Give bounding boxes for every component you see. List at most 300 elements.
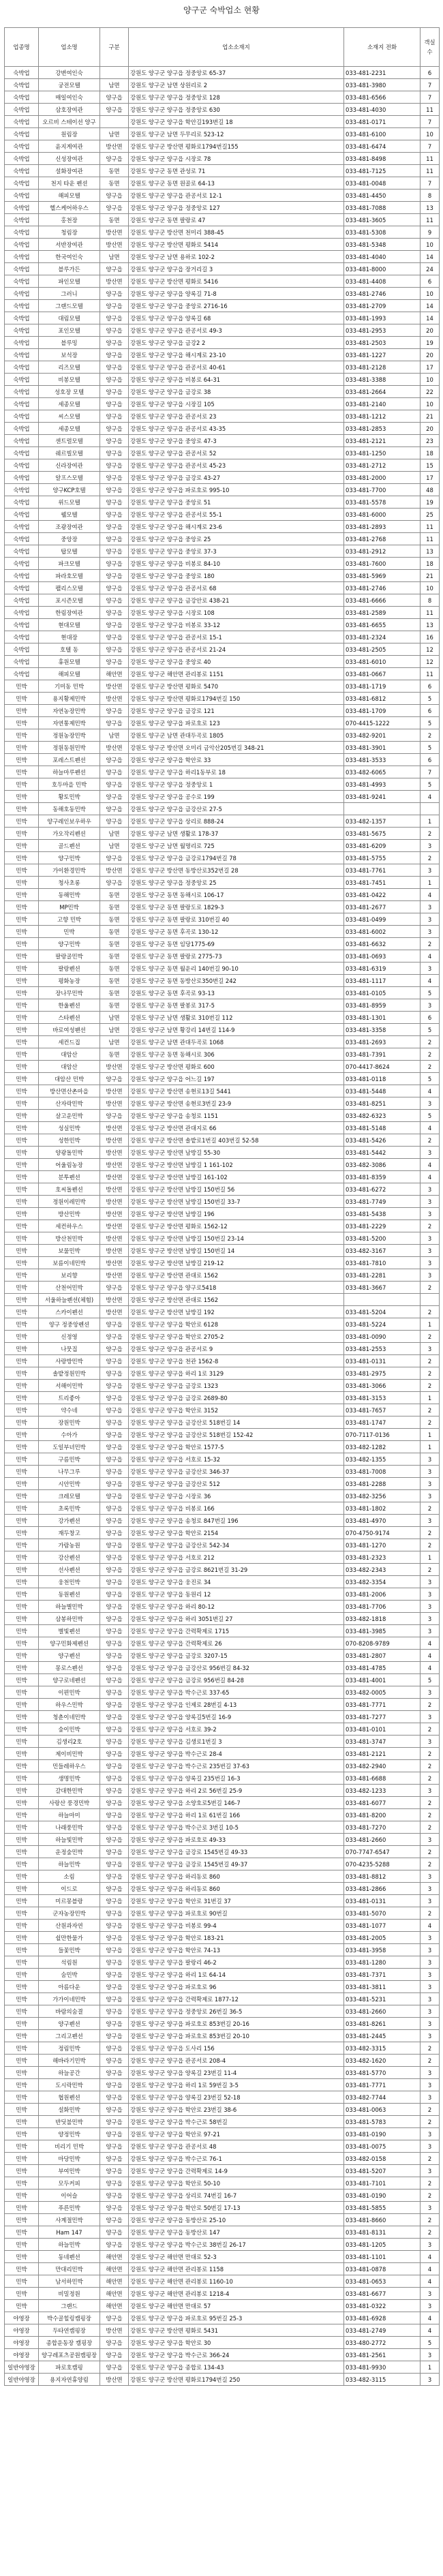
table-row [5,2263,440,2275]
cell-type: 숙박업 [5,545,39,558]
cell-area: 양구읍 [100,447,129,459]
cell-type: 민박 [5,1294,39,1306]
cell-phone: 033-481-2712 [344,459,421,472]
cell-area: 양구읍 [100,2214,129,2226]
cell-rooms: 4 [421,1122,440,1134]
cell-phone: 033-481-2660 [344,2005,421,2018]
cell-rooms: 3 [421,2165,440,2177]
cell-name: 보물민박 [39,1245,100,1257]
cell-rooms: 2 [421,1134,440,1147]
table-row [5,1380,440,1392]
cell-phone: 033-481-6002 [344,926,421,938]
cell-address: 강원도 양구군 동면 임당1775-69 [129,938,344,950]
cell-area: 양구읍 [100,153,129,165]
cell-phone: 033-482-3115 [344,2374,421,2386]
table-row [5,668,440,680]
cell-phone: 033-482-3354 [344,1576,421,1588]
table-row [5,1502,440,1515]
cell-rooms: 8 [421,190,440,202]
cell-area: 양구읍 [100,815,129,828]
cell-rooms: 3 [421,901,440,913]
cell-area: 양구읍 [100,1490,129,1502]
table-row [5,754,440,766]
cell-area: 양구읍 [100,349,129,361]
cell-rooms: 3 [421,1944,440,1956]
cell-address: 강원도 양구군 양구읍 박수근로 235번길 37-63 [129,1760,344,1772]
cell-address: 강원도 양구군 양구읍 하리 80-12 [129,1601,344,1613]
cell-name: 호씨돌펜션 [39,1183,100,1196]
cell-rooms: 12 [421,656,440,668]
cell-area: 방산면 [100,1257,129,1269]
cell-type: 민박 [5,803,39,815]
cell-rooms: 18 [421,558,440,570]
cell-rooms: 3 [421,2005,440,2018]
cell-rooms: 1 [421,1429,440,1441]
cell-type: 민박 [5,778,39,791]
cell-name: 두타연캠핑장 [39,2324,100,2337]
cell-type: 민박 [5,1907,39,1920]
cell-rooms: 4 [421,1171,440,1183]
table-row [5,1944,440,1956]
table-row [5,2091,440,2104]
table-row [5,2349,440,2361]
cell-area: 양구읍 [100,1846,129,1858]
table-row [5,79,440,91]
cell-rooms: 3 [421,1736,440,1748]
cell-type: 민박 [5,1245,39,1257]
cell-rooms: 18 [421,447,440,459]
cell-area: 동면 [100,177,129,190]
cell-area: 양구읍 [100,1466,129,1478]
cell-phone: 033-481-3388 [344,374,421,386]
cell-rooms: 7 [421,116,440,128]
cell-rooms: 8 [421,594,440,607]
cell-address: 강원도 양구군 양구읍 관공서로 45-23 [129,459,344,472]
cell-name: 약수네 [39,1404,100,1416]
table-row [5,975,440,987]
cell-area: 동면 [100,987,129,999]
cell-address: 강원도 양구군 양구읍 파로호로 95번길 25-3 [129,2312,344,2324]
cell-area: 동면 [100,1048,129,1061]
cell-rooms: 3 [421,1883,440,1895]
table-row [5,116,440,128]
cell-rooms: 13 [421,202,440,214]
cell-rooms: 4 [421,1920,440,1932]
cell-address: 강원도 양구군 양구읍 금강산로 512 [129,1478,344,1490]
cell-type: 민박 [5,1134,39,1147]
cell-phone: 033-481-0048 [344,177,421,190]
cell-name: 미르몽블랑 [39,1895,100,1907]
cell-name: 궁전모텔 [39,79,100,91]
table-row [5,1453,440,1466]
cell-address: 강원도 양구군 양구읍 동방산로 25-10 [129,2214,344,2226]
cell-rooms: 19 [421,496,440,509]
cell-address: 강원도 양구군 양구읍 양록길 68 [129,312,344,324]
table-row [5,275,440,288]
cell-type: 민박 [5,1772,39,1785]
cell-rooms: 14 [421,312,440,324]
cell-rooms: 19 [421,337,440,349]
cell-name: 협원펜션 [39,2091,100,2104]
cell-area: 방산면 [100,1245,129,1257]
cell-type: 민박 [5,1097,39,1110]
cell-phone: 033-481-1101 [344,2251,421,2263]
cell-name: 포레스트펜션 [39,754,100,766]
cell-rooms: 2 [421,828,440,840]
cell-address: 강원도 양구군 방산면 남방길 192 [129,1306,344,1318]
cell-area: 양구읍 [100,1515,129,1527]
cell-address: 강원도 양구군 동면 팔봉로 317-5 [129,999,344,1012]
cell-phone: 033-481-7088 [344,202,421,214]
cell-area: 남면 [100,128,129,140]
table-row [5,680,440,693]
cell-address: 강원도 양구군 양구읍 천관 1562-8 [129,1355,344,1367]
cell-rooms: 3 [421,1895,440,1907]
cell-area: 양구읍 [100,2128,129,2140]
cell-name: 보리향 [39,1269,100,1282]
cell-address: 강원도 양구군 양구읍 금강로 1545번길 49-37 [129,1858,344,1870]
cell-phone: 033-481-6566 [344,91,421,104]
cell-type: 민박 [5,791,39,803]
cell-type: 민박 [5,1662,39,1674]
cell-rooms: 9 [421,226,440,239]
cell-type: 민박 [5,1048,39,1061]
cell-phone: 033-482-3315 [344,2042,421,2055]
cell-name: 청춘이네민박 [39,1711,100,1723]
cell-rooms: 11 [421,214,440,226]
cell-address: 강원도 양구군 양구읍 관공서로 15-1 [129,631,344,643]
cell-rooms: 11 [421,521,440,533]
cell-type: 민박 [5,1613,39,1625]
cell-area: 양구읍 [100,435,129,447]
cell-area: 양구읍 [100,2005,129,2018]
cell-rooms: 2 [421,1760,440,1772]
cell-area: 방산면 [100,1097,129,1110]
cell-phone: 033-481-1802 [344,1502,421,1515]
cell-name: 가가이네민박 [39,1993,100,2005]
table-row [5,840,440,852]
cell-phone: 033-481-9241 [344,791,421,803]
cell-address: 강원도 양구군 양구읍 중앙로 25 [129,533,344,545]
cell-type: 숙박업 [5,631,39,643]
cell-area: 양구읍 [100,1686,129,1699]
cell-area [100,116,129,128]
cell-rooms: 2 [421,2104,440,2116]
table-row [5,226,440,239]
cell-type: 민박 [5,1355,39,1367]
cell-phone: 033-481-4001 [344,1674,421,1686]
table-row [5,2104,440,2116]
cell-area: 양구읍 [100,1367,129,1380]
cell-type: 민박 [5,1785,39,1797]
cell-phone: 033-481-6632 [344,938,421,950]
cell-address: 강원도 양구군 방산면 남방길 150번길 33-7 [129,1196,344,1208]
cell-address: 강원도 양구군 양구읍 정중앙로 1 [129,778,344,791]
cell-address: 강원도 양구군 남면 관대두곡로 1805 [129,729,344,742]
cell-type: 민박 [5,828,39,840]
cell-phone: 033-481-5855 [344,2202,421,2214]
cell-area: 양구읍 [100,877,129,889]
cell-address: 강원도 양구군 방산면 동방산로352번길 28 [129,864,344,877]
cell-name: 삼호장여관 [39,104,100,116]
cell-phone: 033-481-5755 [344,852,421,864]
cell-area: 양구읍 [100,386,129,398]
cell-area: 방산면 [100,1159,129,1171]
cell-name: 방산천민박 [39,1232,100,1245]
cell-name: 탑모텔 [39,545,100,558]
cell-rooms: 4 [421,2312,440,2324]
cell-area: 동면 [100,950,129,963]
cell-type: 숙박업 [5,459,39,472]
cell-phone: 033-481-6812 [344,693,421,705]
cell-address: 강원도 양구군 양구읍 서호로 39-2 [129,1723,344,1736]
cell-name: 동해민박 [39,889,100,901]
cell-name: 한림장여관 [39,607,100,619]
cell-name: MP민박 [39,901,100,913]
cell-rooms: 3 [421,1601,440,1613]
cell-type: 민박 [5,1711,39,1723]
cell-address: 강원도 양구군 양구읍 하리 2로 56번길 25-9 [129,1785,344,1797]
cell-rooms: 2 [421,1331,440,1343]
cell-area: 양구읍 [100,1858,129,1870]
cell-name: 동네펜션 [39,2251,100,2263]
cell-address: 강원도 양구군 양구읍 관공서로 21-24 [129,643,344,656]
cell-area: 양구읍 [100,1981,129,1993]
cell-phone [344,1294,421,1306]
cell-area: 양구읍 [100,1613,129,1625]
cell-type: 민박 [5,1208,39,1220]
cell-area: 양구읍 [100,1870,129,1883]
cell-type: 민박 [5,766,39,778]
cell-area: 양구읍 [100,1637,129,1650]
cell-area: 방산면 [100,2374,129,2386]
table-row [5,202,440,214]
cell-rooms: 7 [421,766,440,778]
table-row [5,472,440,484]
cell-rooms: 3 [421,926,440,938]
cell-name: 모두커피 [39,2177,100,2189]
cell-address: 강원도 양구군 양구읍 금강로 1323 [129,1380,344,1392]
cell-phone: 033-481-1993 [344,312,421,324]
cell-type: 민박 [5,1331,39,1343]
cell-type: 숙박업 [5,337,39,349]
table-row [5,2042,440,2055]
cell-rooms: 2 [421,1036,440,1048]
table-row [5,128,440,140]
cell-area: 양구읍 [100,1404,129,1416]
cell-area: 양구읍 [100,766,129,778]
cell-type: 숙박업 [5,558,39,570]
cell-address: 강원도 양구군 방산면 관대로 1562 [129,1294,344,1306]
table-row [5,852,440,864]
cell-type: 민박 [5,705,39,717]
cell-rooms: 20 [421,423,440,435]
cell-area: 양구읍 [100,496,129,509]
cell-type: 민박 [5,1821,39,1834]
cell-area: 양구읍 [100,1993,129,2005]
cell-type: 숙박업 [5,288,39,300]
cell-name: 방산면산촌마을 [39,1085,100,1097]
cell-phone: 033-481-0653 [344,2275,421,2288]
cell-area: 양구읍 [100,1331,129,1343]
cell-phone: 033-481-2893 [344,521,421,533]
cell-address: 강원도 양구군 양구읍 간력확제로 14-9 [129,2165,344,2177]
cell-phone: 033-481-6928 [344,2312,421,2324]
cell-name: 성한민박 [39,1134,100,1147]
cell-rooms: 14 [421,300,440,312]
cell-rooms: 6 [421,67,440,79]
cell-rooms: 5 [421,778,440,791]
table-row [5,165,440,177]
cell-area: 양구읍 [100,2116,129,2128]
cell-phone [344,803,421,815]
cell-area: 양구읍 [100,459,129,472]
cell-type: 민박 [5,926,39,938]
cell-area: 양구읍 [100,1932,129,1944]
cell-phone: 033-481-7008 [344,1466,421,1478]
cell-type: 민박 [5,2055,39,2067]
cell-address: 강원도 양구군 방산면 평화로1794번길 250 [129,2374,344,2386]
table-row [5,398,440,410]
cell-area: 남면 [100,840,129,852]
cell-name: 그랜드모텔 [39,300,100,312]
cell-rooms: 11 [421,165,440,177]
cell-address: 강원도 양구군 남면 관대두곡로 1068 [129,1036,344,1048]
cell-address: 강원도 양구군 양구읍 도사리 156 [129,2042,344,2055]
cell-name: 윤지게여관 [39,140,100,153]
cell-address: 강원도 양구군 양구읍 관공서로 9 [129,1343,344,1355]
cell-name: 비리기 민박 [39,2140,100,2153]
cell-type: 숙박업 [5,410,39,423]
cell-rooms: 2 [421,2226,440,2239]
cell-rooms: 2 [421,1220,440,1232]
cell-area: 양구읍 [100,1380,129,1392]
cell-address: 강원도 양구군 양구읍 금강로 956번길 84-28 [129,1674,344,1686]
cell-area: 양구읍 [100,631,129,643]
cell-address: 강원도 양구군 양구읍 파로호로 995-10 [129,484,344,496]
cell-address: 강원도 양구군 방산면 남방길 55-30 [129,1147,344,1159]
cell-area: 양구읍 [100,1527,129,1539]
table-row [5,447,440,459]
cell-phone: 033-481-7391 [344,1048,421,1061]
table-row [5,1048,440,1061]
cell-rooms: 17 [421,472,440,484]
table-row [5,1785,440,1797]
cell-phone: 033-481-8812 [344,1870,421,1883]
table-row [5,1601,440,1613]
cell-name: 헬스케어하우스 [39,202,100,214]
cell-area: 남면 [100,251,129,263]
cell-rooms: 2 [421,729,440,742]
cell-name: 신라장여관 [39,459,100,472]
cell-type: 숙박업 [5,607,39,619]
cell-name: 초록민박 [39,1502,100,1515]
cell-rooms: 3 [421,2030,440,2042]
cell-name: 서해이민박 [39,1380,100,1392]
cell-type: 민박 [5,1846,39,1858]
table-row [5,2067,440,2079]
cell-type: 민박 [5,1441,39,1453]
cell-area: 양구읍 [100,1601,129,1613]
cell-name: 파로호캠핑 [39,2361,100,2374]
cell-area: 양구읍 [100,2140,129,2153]
cell-type: 민박 [5,2128,39,2140]
cell-address: 강원도 양구군 양구읍 파로호로 853번길 20-16 [129,2018,344,2030]
cell-rooms: 2 [421,2055,440,2067]
cell-phone: 033-481-8498 [344,153,421,165]
cell-address: 강원도 양구군 양구읍 금강로 121 [129,705,344,717]
cell-type: 숙박업 [5,128,39,140]
cell-rooms: 4 [421,2251,440,2263]
cell-name: 양구KCP호텔 [39,484,100,496]
cell-name: 웅천민박 [39,1576,100,1588]
cell-name: 대림모텔 [39,312,100,324]
cell-area: 양구읍 [100,1416,129,1429]
cell-address: 강원도 양구군 동면 동해시로 106-17 [129,889,344,901]
cell-phone: 033-481-5770 [344,2067,421,2079]
cell-phone: 033-481-7600 [344,558,421,570]
cell-type: 민박 [5,2275,39,2288]
table-row [5,1564,440,1576]
cell-rooms: 3 [421,1257,440,1269]
table-row [5,1981,440,1993]
cell-area: 양구읍 [100,1282,129,1294]
cell-name: 자연농장민박 [39,705,100,717]
table-row [5,423,440,435]
cell-phone: 033-481-7706 [344,1601,421,1613]
cell-type: 숙박업 [5,521,39,533]
cell-phone: 033-481-4450 [344,190,421,202]
table-row [5,1772,440,1785]
cell-area: 양구읍 [100,1944,129,1956]
cell-rooms: 22 [421,386,440,398]
table-row [5,2202,440,2214]
cell-address: 강원도 양구군 양구읍 정중앙로 127 [129,202,344,214]
cell-type: 숙박업 [5,239,39,251]
cell-phone: 033-481-2749 [344,2324,421,2337]
cell-rooms: 2 [421,1539,440,1551]
cell-address: 강원도 양구군 양구읍 동원리 12 [129,1588,344,1601]
cell-phone: 033-481-2006 [344,1588,421,1601]
table-row [5,1551,440,1564]
cell-type: 민박 [5,1416,39,1429]
cell-rooms: 2 [421,852,440,864]
cell-area: 양구읍 [100,1625,129,1637]
cell-phone: 033-481-2768 [344,533,421,545]
cell-address: 강원도 양구군 양구읍 박수근로 58번길 [129,2116,344,2128]
cell-phone: 033-481-2323 [344,1551,421,1564]
cell-phone: 033-481-1709 [344,705,421,717]
table-row [5,1097,440,1110]
cell-phone: 033-481-2807 [344,1650,421,1662]
cell-name: 파크모텔 [39,558,100,570]
cell-area: 양구읍 [100,1564,129,1576]
cell-phone: 033-481-0499 [344,913,421,926]
cell-rooms: 3 [421,2300,440,2312]
cell-rooms: 24 [421,263,440,275]
cell-rooms: 3 [421,2067,440,2079]
cell-phone: 033-481-2746 [344,582,421,594]
table-row [5,1257,440,1269]
cell-name: 서반장여관 [39,239,100,251]
cell-name: 사랑방민박 [39,1355,100,1367]
table-row [5,607,440,619]
cell-type: 민박 [5,2030,39,2042]
cell-name: 이드로 [39,1883,100,1895]
cell-rooms: 2 [421,1821,440,1834]
table-row [5,717,440,729]
cell-type: 민박 [5,1466,39,1478]
